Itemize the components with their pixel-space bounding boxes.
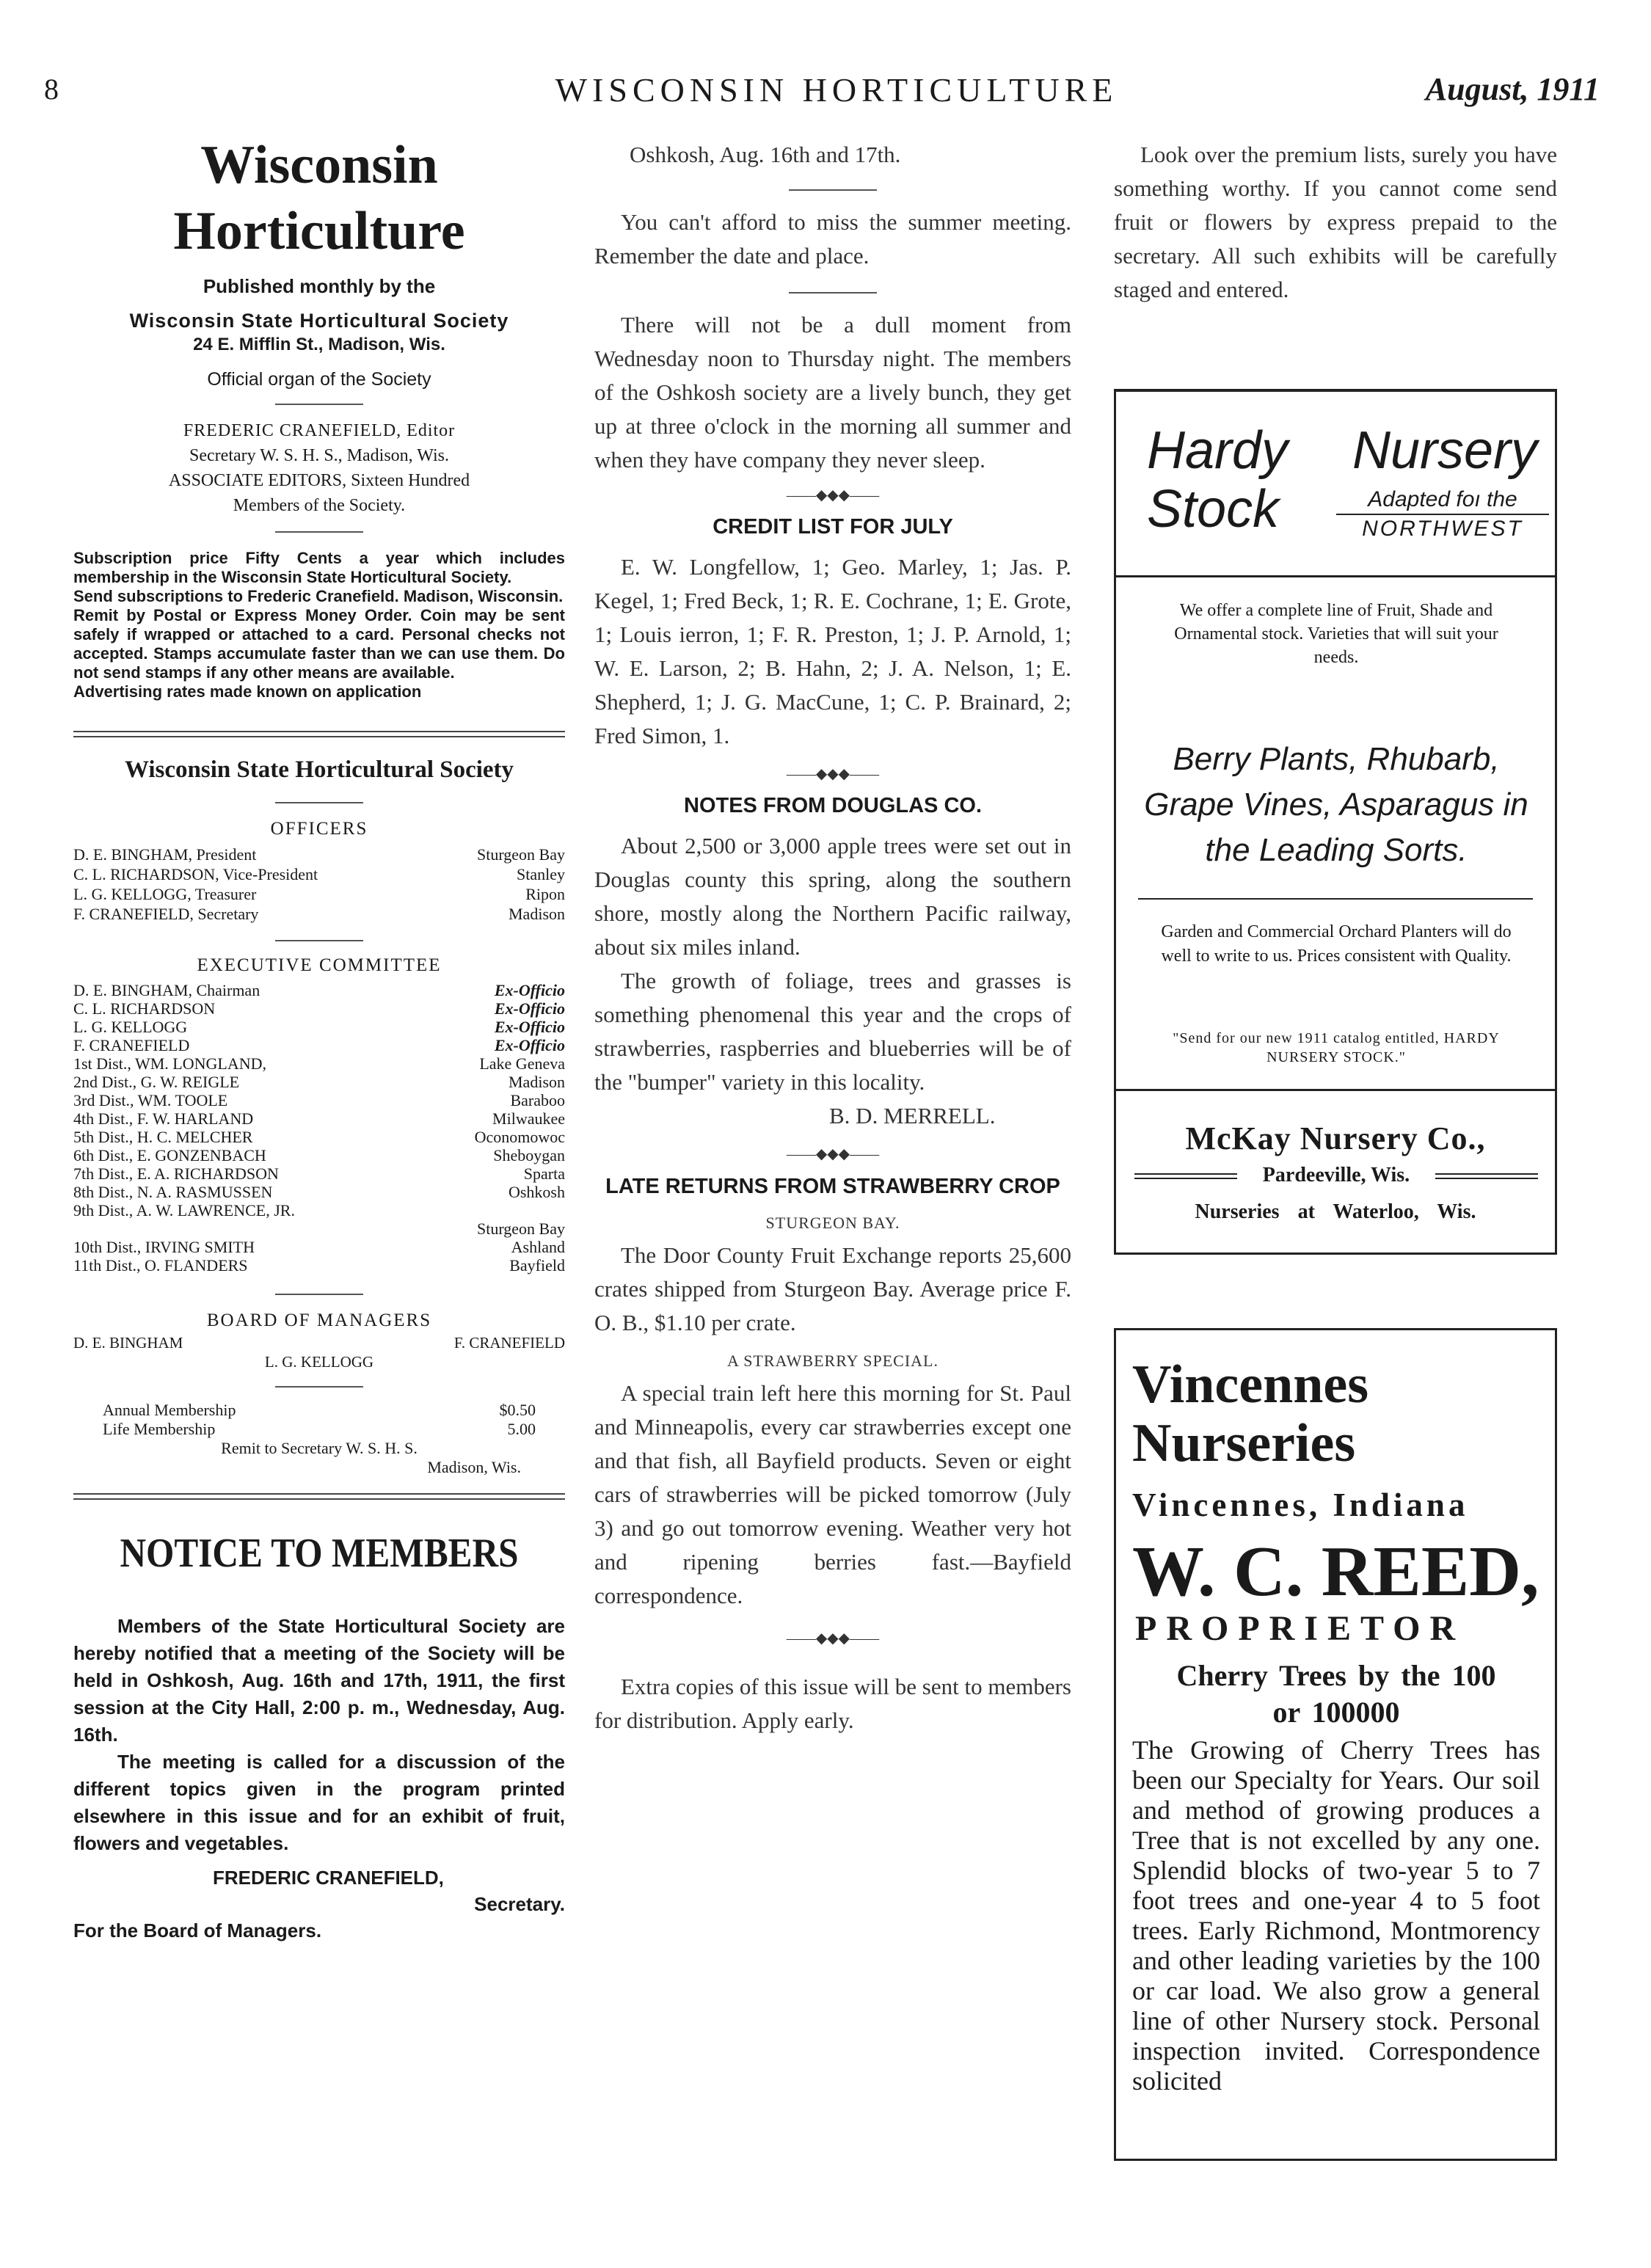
dull-moment-text: There will not be a dull moment from Wednesday noon to Thursday night. The members of the Oshkosh society are a lively bunch, they get up at three o'clock in the morning all summer and when they have company they never sleep. bbox=[594, 312, 1071, 473]
left-column bbox=[73, 132, 565, 1944]
extra-copies-text: Extra copies of this issue will be sent to members for distribution. Apply early. bbox=[594, 1674, 1071, 1733]
hardy-nursery-ad bbox=[1114, 389, 1557, 1255]
ornament: ——◆◆◆—— bbox=[786, 766, 880, 782]
notice-signer-title: Secretary. bbox=[474, 1893, 565, 1915]
officer-place: Madison bbox=[509, 905, 565, 923]
exec-row bbox=[73, 1146, 565, 1164]
ad-catalog: "Send for our new 1911 catalog entitled, HARDY NURSERY STOCK." bbox=[1173, 1030, 1500, 1065]
exec-name: 2nd Dist., G. W. REIGLE bbox=[73, 1073, 240, 1091]
strawberry-heading: LATE RETURNS FROM STRAWBERRY CROP bbox=[605, 1175, 1060, 1198]
ad-rule bbox=[1435, 1173, 1538, 1179]
remit-text: Remit by Postal or Express Money Order. Coin may be sent safely if wrapped or attached to a card. Personal checks not accepted. Stamps accumulate faster than we can use them. Do not send stamps if any other means are available. bbox=[73, 606, 565, 682]
vincennes-ad bbox=[1114, 1328, 1557, 2161]
fees bbox=[73, 1401, 565, 1477]
exec-place: Madison bbox=[509, 1073, 565, 1091]
send-text: Send subscriptions to Frederic Cranefield. Madison, Wisconsin. bbox=[73, 587, 564, 605]
notice-signer: FREDERIC CRANEFIELD, bbox=[213, 1867, 444, 1889]
douglas-paragraph: The growth of foliage, trees and grasses is something phenomenal this year and the crops of strawberries, raspberries and blueberries will be of the "bumper" variety in this locality. bbox=[594, 968, 1071, 1095]
officer-name: C. L. RICHARDSON, Vice-President bbox=[73, 865, 318, 883]
masthead-title: Wisconsin Horticulture bbox=[173, 135, 465, 261]
issue-date: August, 1911 bbox=[1425, 71, 1600, 107]
masthead-associate: ASSOCIATE EDITORS, Sixteen Hundred bbox=[168, 471, 470, 490]
masthead-published: Published monthly by the bbox=[203, 275, 436, 297]
exec-name: 11th Dist., O. FLANDERS bbox=[73, 1256, 248, 1275]
masthead-editor: FREDERIC CRANEFIELD, Editor bbox=[183, 421, 456, 440]
exec-row bbox=[73, 1109, 565, 1128]
divider bbox=[275, 531, 363, 533]
officer-name: L. G. KELLOGG, Treasurer bbox=[73, 885, 257, 903]
exec-place: Ex-Officio bbox=[494, 1036, 565, 1054]
exec-row bbox=[73, 1091, 565, 1109]
officer-place: Sturgeon Bay bbox=[477, 845, 565, 864]
fee-value: 5.00 bbox=[507, 1420, 536, 1438]
exec-row bbox=[73, 1036, 565, 1054]
exec-name: 6th Dist., E. GONZENBACH bbox=[73, 1146, 266, 1164]
ad-hardy: Hardy bbox=[1147, 421, 1289, 480]
special-subheading: A STRAWBERRY SPECIAL. bbox=[727, 1352, 939, 1370]
divider bbox=[789, 292, 877, 293]
officer-name: D. E. BINGHAM, President bbox=[73, 845, 257, 864]
divider bbox=[275, 940, 363, 941]
ornament: ——◆◆◆—— bbox=[786, 487, 880, 503]
ad-location: Pardeeville, Wis. bbox=[1262, 1164, 1410, 1186]
ad-divider bbox=[1116, 575, 1555, 577]
fee-row bbox=[103, 1420, 536, 1439]
officer-row bbox=[73, 845, 565, 864]
ad-garden: Garden and Commercial Orchard Planters will do well to write to us. Prices consistent with Quality. bbox=[1161, 922, 1512, 966]
board-member: D. E. BINGHAM bbox=[73, 1334, 183, 1352]
double-rule bbox=[73, 1493, 565, 1500]
ad-offer: We offer a complete line of Fruit, Shade and Ornamental stock. Varieties that will suit your needs. bbox=[1174, 601, 1498, 667]
notice-paragraph: Members of the State Horticultural Society are hereby notified that a meeting of the Society will be held in Oshkosh, Aug. 16th and 17th, 1911, the first session at the City Hall, 2:00 p. m., Wednesday, Aug. 16th. bbox=[73, 1615, 565, 1746]
subscription-text: Subscription price Fifty Cents a year which includes membership in the Wisconsin State Horticultural Society. bbox=[73, 549, 565, 586]
fee-label: Life Membership bbox=[103, 1420, 216, 1438]
exec-row bbox=[73, 999, 565, 1018]
notice-paragraph: The meeting is called for a discussion of the different topics given in the program printed elsewhere in this issue and for an exhibit of fruit, flowers and vegetables. bbox=[73, 1751, 565, 1854]
special-text: A special train left here this morning for St. Paul and Minneapolis, every car strawberries except one and that fish, all Bayfield products. Seven or eight cars of strawberries will be picked tomorrow (July 3) and go out tomorrow evening. Weather very hot and ripening berries fast.—Bayfield correspondence. bbox=[594, 1380, 1071, 1608]
sturgeon-subheading: STURGEON BAY. bbox=[765, 1214, 900, 1232]
exec-place: Sheboygan bbox=[493, 1146, 565, 1164]
ad-vincennes-city: Vincennes, Indiana bbox=[1132, 1487, 1469, 1523]
ad-berry: Berry Plants, Rhubarb, Grape Vines, Asparagus in the Leading Sorts. bbox=[1144, 741, 1528, 868]
board-member: L. G. KELLOGG bbox=[264, 1353, 374, 1371]
notice-heading: NOTICE TO MEMBERS bbox=[120, 1531, 519, 1576]
ad-cherry: Cherry Trees by the 100 or 100000 bbox=[1176, 1659, 1496, 1729]
credit-heading: CREDIT LIST FOR JULY bbox=[712, 515, 953, 539]
exec-row bbox=[73, 1256, 565, 1275]
exec-place: Oshkosh bbox=[508, 1183, 565, 1201]
middle-column bbox=[594, 138, 1071, 1738]
ornament: ——◆◆◆—— bbox=[786, 1630, 880, 1647]
exec-row bbox=[73, 1164, 565, 1183]
exec-place: Sturgeon Bay bbox=[477, 1219, 565, 1238]
exec-heading: EXECUTIVE COMMITTEE bbox=[197, 955, 442, 975]
exec-place: Milwaukee bbox=[492, 1109, 565, 1128]
exec-place: Ex-Officio bbox=[494, 981, 565, 999]
ad-company: McKay Nursery Co., bbox=[1185, 1120, 1486, 1156]
double-rule bbox=[73, 731, 565, 737]
ad-divider bbox=[1138, 898, 1533, 900]
divider bbox=[275, 802, 363, 803]
remit-place: Madison, Wis. bbox=[427, 1458, 521, 1476]
society-heading: Wisconsin State Horticultural Society bbox=[124, 756, 514, 783]
masthead-organ: Official organ of the Society bbox=[207, 369, 431, 390]
divider bbox=[275, 1386, 363, 1388]
exec-name: C. L. RICHARDSON bbox=[73, 999, 216, 1018]
notice-board: For the Board of Managers. bbox=[73, 1919, 322, 1941]
advertising-text: Advertising rates made known on application bbox=[73, 682, 422, 701]
douglas-paragraph: About 2,500 or 3,000 apple trees were set out in Douglas county this spring, along the southern shore, mostly along the Northern Pacific railway, about six miles inland. bbox=[594, 833, 1071, 960]
masthead-society: Wisconsin State Horticultural Society bbox=[129, 310, 509, 332]
exec-place: Ashland bbox=[511, 1238, 565, 1256]
ad-divider bbox=[1116, 1089, 1555, 1091]
douglas-signature: B. D. MERRELL. bbox=[829, 1103, 996, 1128]
officers-heading: OFFICERS bbox=[270, 819, 368, 839]
exec-place: Sparta bbox=[523, 1164, 565, 1183]
divider bbox=[275, 404, 363, 405]
sturgeon-text: The Door County Fruit Exchange reports 25,600 crates shipped from Sturgeon Bay. Average price F. O. B., $1.10 per crate. bbox=[594, 1242, 1071, 1335]
exec-place: Lake Geneva bbox=[479, 1054, 565, 1073]
ad-owner: W. C. REED, bbox=[1132, 1532, 1539, 1611]
ornament: ——◆◆◆—— bbox=[786, 1146, 880, 1162]
exec-name: 10th Dist., IRVING SMITH bbox=[73, 1238, 255, 1256]
masthead-address: 24 E. Mifflin St., Madison, Wis. bbox=[193, 335, 445, 354]
board-row bbox=[73, 1333, 565, 1352]
exec-place: Bayfield bbox=[509, 1256, 565, 1275]
divider bbox=[275, 1294, 363, 1295]
exec-name: 5th Dist., H. C. MELCHER bbox=[73, 1128, 253, 1146]
summer-meeting-text: You can't afford to miss the summer meeting. Remember the date and place. bbox=[594, 209, 1071, 269]
ad-vincennes-body: The Growing of Cherry Trees has been our Specialty for Years. Our soil and method of growing produces a Tree that is not excelled by any one. Splendid blocks of two-year 5 to 7 foot trees and one-year 4 to 5 foot trees. Early Richmond, Montmorency and other leading varieties by the 100 or car load. We also grow a general line of other Nursery stock. Personal inspection invited. Correspondence solicited bbox=[1132, 1735, 1540, 2096]
ad-vincennes-name: Vincennes Nurseries bbox=[1132, 1354, 1369, 1473]
fee-label: Annual Membership bbox=[103, 1401, 236, 1419]
officer-row bbox=[73, 884, 565, 904]
exec-row: 9th Dist., A. W. LAWRENCE, JR. bbox=[73, 1201, 295, 1219]
divider bbox=[789, 189, 877, 191]
ad-rule bbox=[1134, 1173, 1237, 1179]
ad-adapted: Adapted foı the bbox=[1368, 487, 1517, 511]
exec-name: L. G. KELLOGG bbox=[73, 1018, 188, 1036]
remit-secretary: Remit to Secretary W. S. H. S. bbox=[221, 1439, 418, 1457]
page-number: 8 bbox=[44, 73, 59, 106]
officer-place: Ripon bbox=[525, 885, 565, 903]
douglas-heading: NOTES FROM DOUGLAS CO. bbox=[684, 794, 982, 817]
officer-row bbox=[73, 904, 565, 924]
exec-name: 7th Dist., E. A. RICHARDSON bbox=[73, 1164, 279, 1183]
exec-name: 8th Dist., N. A. RASMUSSEN bbox=[73, 1183, 273, 1201]
ad-northwest: NORTHWEST bbox=[1336, 514, 1549, 542]
exec-place: Baraboo bbox=[510, 1091, 565, 1109]
exec-name: D. E. BINGHAM, Chairman bbox=[73, 981, 260, 999]
exec-name: 3rd Dist., WM. TOOLE bbox=[73, 1091, 228, 1109]
exec-place: Ex-Officio bbox=[494, 1018, 565, 1036]
ad-nursery: Nursery bbox=[1352, 421, 1538, 480]
exec-row bbox=[73, 981, 565, 999]
exec-row bbox=[73, 1018, 565, 1036]
officer-row bbox=[73, 864, 565, 884]
officer-name: F. CRANEFIELD, Secretary bbox=[73, 905, 259, 923]
officers-list bbox=[73, 845, 565, 924]
ad-nurseries: Nurseries at Waterloo, Wis. bbox=[1195, 1200, 1476, 1223]
fee-row bbox=[103, 1401, 536, 1420]
oshkosh-dates: Oshkosh, Aug. 16th and 17th. bbox=[630, 142, 901, 167]
exec-list bbox=[73, 981, 565, 1275]
exec-row bbox=[73, 1183, 565, 1201]
fee-value: $0.50 bbox=[499, 1401, 536, 1419]
running-title: WISCONSIN HORTICULTURE bbox=[555, 71, 1118, 109]
exec-name: 4th Dist., F. W. HARLAND bbox=[73, 1109, 254, 1128]
ad-role: PROPRIETOR bbox=[1135, 1609, 1465, 1648]
exec-row bbox=[73, 1054, 565, 1073]
masthead-members: Members of the Society. bbox=[233, 496, 406, 515]
officer-place: Stanley bbox=[517, 865, 565, 883]
exec-place: Ex-Officio bbox=[494, 999, 565, 1018]
exec-row bbox=[73, 1128, 565, 1146]
board-member: F. CRANEFIELD bbox=[453, 1334, 565, 1352]
premium-list-text: Look over the premium lists, surely you have something worthy. If you cannot come send fruit or flowers by express prepaid to the secretary. All such exhibits will be carefully staged and entered. bbox=[1114, 142, 1557, 302]
exec-name: F. CRANEFIELD bbox=[73, 1036, 190, 1054]
exec-name: 1st Dist., WM. LONGLAND, bbox=[73, 1054, 266, 1073]
exec-row bbox=[73, 1238, 565, 1256]
board-heading: BOARD OF MANAGERS bbox=[206, 1310, 432, 1330]
exec-place: Oconomowoc bbox=[474, 1128, 565, 1146]
ad-stock: Stock bbox=[1147, 480, 1280, 539]
credit-text: E. W. Longfellow, 1; Geo. Marley, 1; Jas. P. Kegel, 1; Fred Beck, 1; R. E. Cochrane, 1; E. Grote, 1; Louis ierron, 1; F. R. Preston, 1; J. P. Arnold, 1; W. E. Larson, 2; B. Hahn, 2; J. A. Nelson, 1; E. Shepherd, 1; J. G. MacCune, 1; C. P. Brainard, 2; Fred Simon, 1. bbox=[594, 554, 1071, 748]
masthead-secretary: Secretary W. S. H. S., Madison, Wis. bbox=[189, 446, 449, 465]
exec-row bbox=[73, 1073, 565, 1091]
